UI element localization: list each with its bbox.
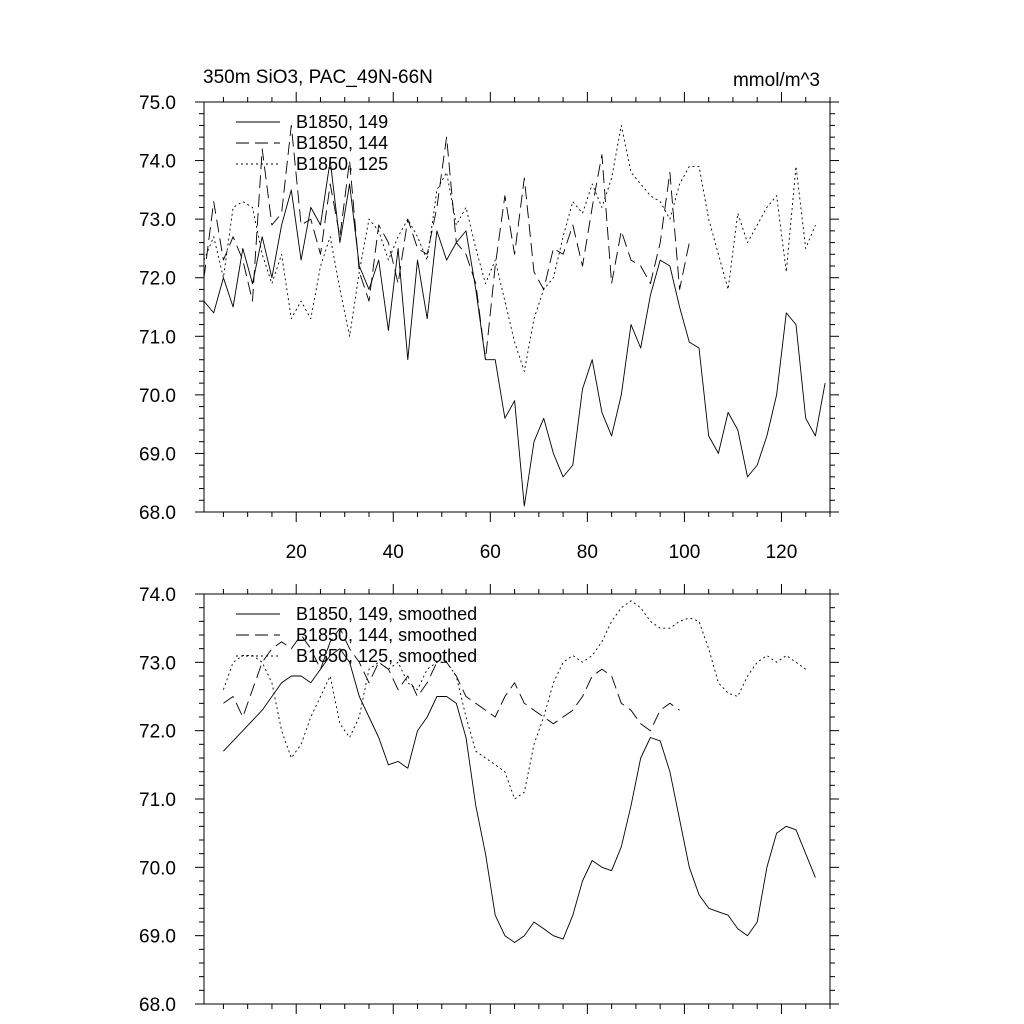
top-legend-label-2: B1850, 144 (296, 133, 389, 153)
bottom-y-tick-label: 72.0 (139, 721, 176, 743)
bottom-line-chart (139, 584, 839, 1016)
bottom-legend-label-2: B1850, 144, smoothed (296, 625, 478, 645)
bottom-y-tick-label: 69.0 (139, 926, 176, 948)
top-y-tick-label: 75.0 (139, 93, 176, 114)
bottom-y-tick-label: 68.0 (139, 995, 176, 1016)
top-line-chart (139, 67, 839, 563)
top-y-tick-label: 74.0 (139, 151, 176, 173)
top-y-tick-label: 68.0 (139, 503, 176, 524)
top-y-tick-label: 72.0 (139, 268, 176, 290)
top-y-tick-label: 71.0 (139, 327, 176, 349)
top-series-line-2 (204, 125, 689, 359)
bottom-legend-label-1: B1850, 149, smoothed (296, 604, 478, 624)
top-x-tick-label: 60 (479, 542, 501, 563)
top-y-tick-label: 73.0 (139, 210, 176, 232)
top-y-tick-label: 69.0 (139, 444, 176, 466)
top-x-tick-label: 100 (668, 542, 701, 563)
top-legend-label-3: B1850, 125 (296, 154, 389, 174)
bottom-legend-label-3: B1850, 125, smoothed (296, 646, 478, 666)
top-x-tick-label: 80 (576, 542, 598, 563)
bottom-y-tick-label: 71.0 (139, 790, 176, 811)
top-series-line-1 (204, 161, 825, 507)
top-y-tick-label: 70.0 (139, 385, 176, 407)
bottom-y-tick-label: 73.0 (139, 653, 176, 675)
top-x-tick-label: 20 (285, 542, 307, 563)
chart-units-label: mmol/m^3 (732, 70, 820, 91)
top-legend-label-1: B1850, 149 (296, 112, 389, 132)
top-x-tick-label: 120 (765, 542, 798, 563)
bottom-y-tick-label: 74.0 (139, 585, 176, 606)
chart-title: 350m SiO3, PAC_49N-66N (203, 67, 433, 88)
bottom-y-tick-label: 70.0 (139, 858, 176, 880)
top-x-tick-label: 40 (382, 542, 404, 563)
